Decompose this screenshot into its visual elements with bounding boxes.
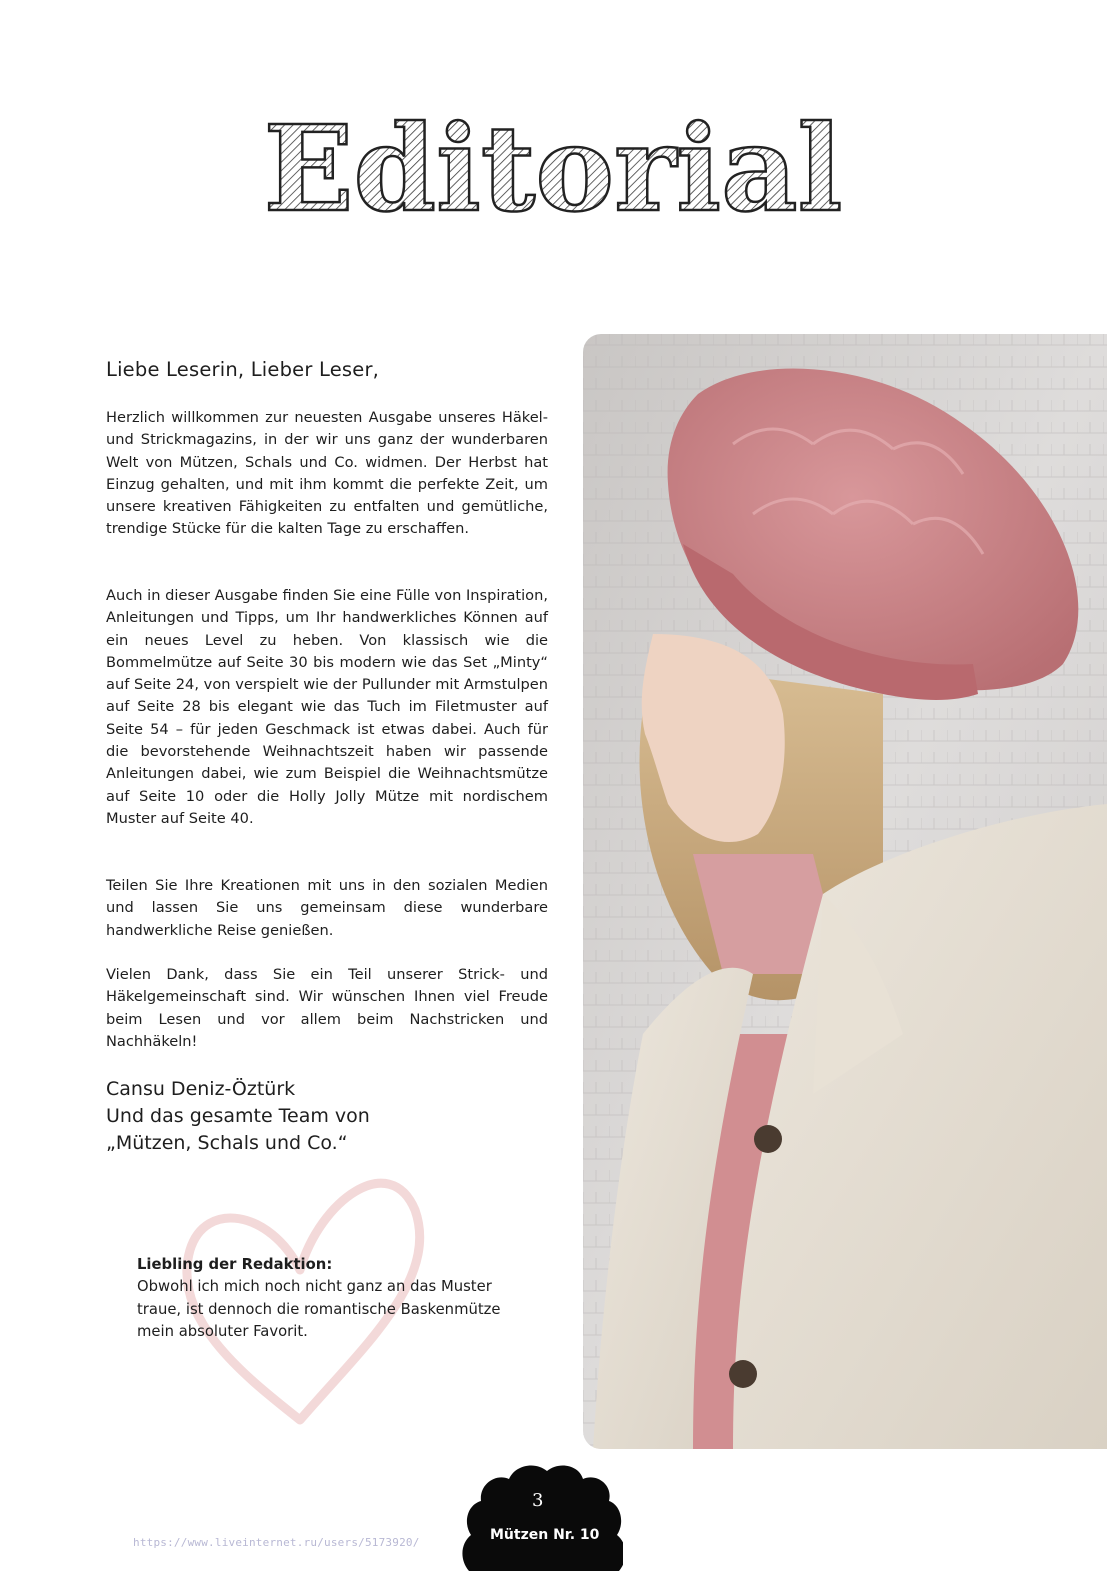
source-url[interactable]: https://www.liveinternet.ru/users/5173920/ xyxy=(133,1536,420,1549)
signature-team: Und das gesamte Team von xyxy=(106,1105,370,1127)
signature-magazine: „Mützen, Schals und Co.“ xyxy=(106,1132,348,1154)
favorite-text: Obwohl ich mich noch nicht ganz an das Muster traue, ist dennoch die romantische Baskenmütze mein absoluter Favorit. xyxy=(137,1278,501,1340)
page-title xyxy=(0,95,1107,235)
page-badge xyxy=(455,1461,623,1571)
favorite-title: Liebling der Redaktion: xyxy=(137,1256,333,1273)
page-number: 3 xyxy=(532,1490,544,1511)
greeting: Liebe Leserin, Lieber Leser, xyxy=(106,358,380,381)
paragraph-3: Teilen Sie Ihre Kreationen mit uns in den sozialen Medien und lassen Sie uns gemeinsam diese wunderbare handwerkliche Reise genießen. xyxy=(106,877,548,939)
favorite-box xyxy=(137,1254,507,1343)
paragraph-4: Vielen Dank, dass Sie ein Teil unserer Strick- und Häkelgemeinschaft sind. Wir wünschen Ihnen viel Freude beim Lesen und vor allem beim Nachstricken und Nachhäkeln! xyxy=(106,966,548,1050)
title-text: Editorial xyxy=(263,99,843,235)
paragraph-1: Herzlich willkommen zur neuesten Ausgabe unseres Häkel- und Strickmagazins, in der wir uns ganz der wunderbaren Welt von Mützen, Schals und Co. widmen. Der Herbst hat Einzug gehalten, und mit ihm kommt die perfekte Zeit, um unsere kreativen Fähigkeiten zu entfalten und gemütliche, trendige Stücke für die kalten Tage zu erschaffen. xyxy=(106,409,548,538)
magazine-issue: Mützen Nr. 10 xyxy=(490,1527,600,1543)
photo-woman-beret xyxy=(583,334,1107,1449)
signature-name: Cansu Deniz-Öztürk xyxy=(106,1078,296,1100)
paragraph-2: Auch in dieser Ausgabe finden Sie eine Fülle von Inspiration, Anleitungen und Tipps, um Ihr handwerkliches Können auf ein neues Level zu heben. Von klassisch wie die Bommelmütze auf Seite 30 bis modern wie das Set „Minty“ auf Seite 24, von verspielt wie der Pullunder mit Armstulpen auf Seite 28 bis elegant wie das Tuch im Filetmuster auf Seite 54 – für jeden Geschmack ist etwas dabei. Auch für die bevorstehende Weihnachtszeit haben wir passende Anleitungen dabei, wie zum Beispiel die Weihnachtsmütze auf Seite 10 oder die Holly Jolly Mütze mit nordischem Muster auf Seite 40. xyxy=(106,587,548,827)
signature xyxy=(106,1076,370,1157)
